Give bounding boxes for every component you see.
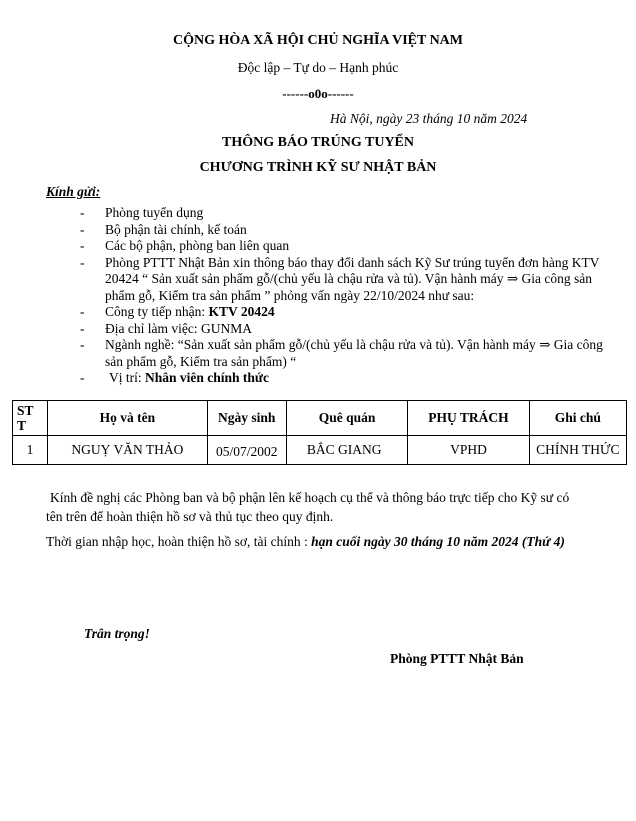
table-row <box>13 436 627 465</box>
header-note: Ghi chú <box>529 401 626 436</box>
header-name: Họ và tên <box>48 401 208 436</box>
position-item: - Vị trí: Nhân viên chính thức <box>80 370 270 385</box>
request-paragraph-line2: tên trên để hoàn thiện hồ sơ và thủ tục theo quy định. <box>46 509 334 524</box>
header-dob: Ngày sinh <box>207 401 286 436</box>
deadline-line: Thời gian nhập học, hoàn thiện hồ sơ, tài chính : hạn cuối ngày 30 tháng 10 năm 2024 (Thứ 4) <box>46 534 565 549</box>
table-header-row <box>13 401 627 436</box>
document-subtitle: CHƯƠNG TRÌNH KỸ SƯ NHẬT BẢN <box>199 160 437 175</box>
recipients-label: Kính gửi: <box>46 184 101 199</box>
cell-hometown: BẮC GIANG <box>286 436 407 465</box>
regards: Trân trọng! <box>84 626 150 641</box>
cell-dob: 05/07/2002 <box>207 436 286 465</box>
header-hometown: Quê quán <box>286 401 407 436</box>
request-paragraph-line1: Kính đề nghị các Phòng ban và bộ phận lên kế hoạch cụ thể và thông báo trực tiếp cho Kỹ sư có <box>50 490 570 505</box>
country-heading: CỘNG HÒA XÃ HỘI CHỦ NGHĨA VIỆT NAM <box>172 33 463 48</box>
separator: ------o0o------ <box>282 86 354 101</box>
cell-name: NGUỴ VĂN THẢO <box>48 436 208 465</box>
document-title: THÔNG BÁO TRÚNG TUYỂN <box>221 135 414 150</box>
cell-stt: 1 <box>13 436 48 465</box>
list-item: - Phòng tuyển dụng <box>80 205 204 220</box>
company-item: - Công ty tiếp nhận: KTV 20424 <box>80 304 275 319</box>
motto: Độc lập – Tự do – Hạnh phúc <box>237 60 399 75</box>
cell-in-charge: VPHD <box>408 436 529 465</box>
signature: Phòng PTTT Nhật Bản <box>390 651 524 666</box>
header-in-charge: PHỤ TRÁCH <box>408 401 529 436</box>
recipient-list <box>80 205 620 387</box>
list-item: - Bộ phận tài chính, kế toán <box>80 221 247 237</box>
date-line: Hà Nội, ngày 23 tháng 10 năm 2024 <box>330 111 528 126</box>
header-stt: ST T <box>13 401 48 436</box>
list-item: - Các bộ phận, phòng ban liên quan <box>80 238 290 253</box>
list-item: - Phòng PTTT Nhật Bản xin thông báo thay đổi danh sách Kỹ Sư trúng tuyển đơn hàng KTV 20424 “ Sản xuất sản phẩm gỗ/(chủ yếu là chậu rửa và tủ). Vận hành máy ⇒ Gia công sản phẩm gỗ, Kiểm tra sản phẩm ” phỏng vấn ngày 22/10/2024 như sau: <box>80 254 600 303</box>
company-code: KTV 20424 <box>208 304 275 319</box>
deadline-value: hạn cuối ngày 30 tháng 10 năm 2024 (Thứ 4) <box>311 534 565 549</box>
workplace-item: - Địa chỉ làm việc: GUNMA <box>80 320 252 336</box>
position-value: Nhân viên chính thức <box>145 370 270 385</box>
job-item: - Ngành nghề: “Sản xuất sản phẩm gỗ/(chủ yếu là chậu rửa và tủ). Vận hành máy ⇒ Gia công sản phẩm gỗ, Kiểm tra sản phẩm) “ <box>80 337 603 369</box>
candidate-table <box>12 400 627 465</box>
cell-note: CHÍNH THỨC <box>529 436 626 465</box>
